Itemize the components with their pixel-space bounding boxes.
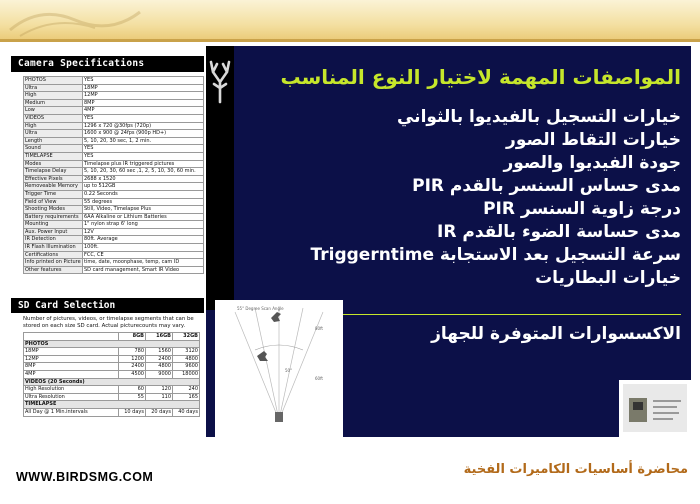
spec-value: 100ft. [83,244,204,252]
slide-content [241,64,681,290]
sd-cell: 55 [119,393,146,401]
spec-row [24,251,204,259]
spec-row [24,259,204,267]
accessory-image [623,384,687,432]
sd-cell: 10 days [119,408,146,416]
sd-row-label: 12MP [24,355,119,363]
spec-label: Shooting Modes [24,206,83,214]
sd-cell: 1560 [146,348,173,356]
spec-row [24,206,204,214]
sd-cell: 9600 [173,363,200,371]
sd-row-label: All Day @ 1 Min.intervals [24,408,119,416]
sd-cell: 110 [146,393,173,401]
spec-label: Trigger Time [24,190,83,198]
sd-section-row [24,340,200,348]
camera-specs-title: Camera Specifications [11,56,204,72]
sd-row [24,348,200,356]
spec-row [24,221,204,229]
diagram-label: 50° [285,368,293,373]
spec-row [24,190,204,198]
spec-label: Ultra [24,84,83,92]
sd-row [24,355,200,363]
sd-cell: 2400 [119,363,146,371]
sd-section-label: VIDEOS (20 Seconds) [24,378,200,386]
sd-row-label: 4MP [24,370,119,378]
spec-label: Sound [24,145,83,153]
diagram-label: 55° Degree Scan Angle [237,306,284,311]
accessories-heading: الاكسسوارات المتوفرة للجهاز [431,324,681,344]
spec-row [24,107,204,115]
sd-cell: 2400 [146,355,173,363]
sd-row [24,393,200,401]
spec-value: 1600 x 900 @ 24fps (900p HD+) [83,130,204,138]
spec-value: FCC, CE [83,251,204,259]
spec-value: 8MP [83,99,204,107]
spec-label: Modes [24,160,83,168]
spec-value: 5, 10, 20, 30, 60 sec ,1, 2, 5, 10, 30, 60 min. [83,168,204,176]
accessory-thumbnail [619,380,691,437]
sd-cell: 9000 [146,370,173,378]
sd-cell: 4500 [119,370,146,378]
spec-value: Timelapse plus IR triggered pictures [83,160,204,168]
spec-row [24,114,204,122]
spec-label: Field of View [24,198,83,206]
spec-value: SD card management, Smart IR Video [83,266,204,274]
spec-value: YES [83,152,204,160]
slide-title: المواصفات المهمة لاختيار النوع المناسب [280,65,681,89]
spec-label: Length [24,137,83,145]
sd-row [24,386,200,394]
sd-cell: 20 days [146,408,173,416]
sd-cell: 3120 [173,348,200,356]
watermark-logo-icon [0,0,150,40]
spec-row [24,213,204,221]
sd-cell: 18000 [173,370,200,378]
diagram-label: 60ft [315,376,323,381]
sd-row-label: 8MP [24,363,119,371]
sd-row [24,370,200,378]
spec-value: YES [83,145,204,153]
scan-angle-diagram [215,300,343,437]
spec-label: Other features [24,266,83,274]
top-banner [0,0,700,42]
spec-value: 12V [83,228,204,236]
spec-row [24,175,204,183]
spec-label: TIMELAPSE [24,152,83,160]
banner-stripe [0,39,700,42]
sd-cell: 1200 [119,355,146,363]
sd-row-label: 18MP [24,348,119,356]
sd-card-table [23,332,200,417]
sd-section-row [24,401,200,409]
spec-value: 1296 x 720 @30fps (720p) [83,122,204,130]
sd-cell: 240 [173,386,200,394]
spec-label: High [24,122,83,130]
bullet-item: درجة زاوية السنسر PIR [483,199,681,219]
sd-row [24,408,200,416]
sd-row-label: Ultra Resolution [24,393,119,401]
spec-row [24,99,204,107]
spec-label: Ultra [24,130,83,138]
camera-specs-table [23,76,204,274]
sd-cell: 120 [146,386,173,394]
sd-card-intro: Number of pictures, videos, or timelapse segments that can be stored on each size SD card. Actual picturecounts may vary. [23,316,194,329]
sd-cell: 4800 [173,355,200,363]
spec-label: Low [24,107,83,115]
bullet-item: خيارات التقاط الصور [506,130,681,150]
spec-value: 2688 x 1520 [83,175,204,183]
spec-label: Timelapse Delay [24,168,83,176]
spec-label: Medium [24,99,83,107]
spec-row [24,77,204,85]
bullet-item: خيارات التسجيل بالفيديوا بالثواني [396,107,681,127]
bullet-item: سرعة التسجيل بعد الاستجابة Triggerntime [310,245,681,265]
spec-label: Battery requirements [24,213,83,221]
spec-label: Certifications [24,251,83,259]
spec-sheet-panel [9,46,206,437]
scan-angle-icon [215,300,343,437]
spec-value: 0.22 Seconds [83,190,204,198]
sd-cell: 60 [119,386,146,394]
spec-value: 5, 10, 20, 30 sec, 1, 2 min. [83,137,204,145]
spec-value: 18MP [83,84,204,92]
spec-value: time, date, moonphase, temp, cam ID [83,259,204,267]
buck-antler-logo-icon [208,58,232,106]
spec-label: PHOTOS [24,77,83,85]
spec-label: IR Flash Illumination [24,244,83,252]
lecture-title: محاضرة أساسيات الكاميرات الفخية [463,462,688,477]
spec-value: Still, Video, Timelapse Plus [83,206,204,214]
spec-row [24,266,204,274]
diagram-label: 80ft [315,326,323,331]
spec-label: IR Detection [24,236,83,244]
camera-accessory-icon [623,384,687,432]
spec-label: Effective Pixels [24,175,83,183]
spec-row [24,228,204,236]
sd-column-header: 16GB [146,333,173,341]
spec-row [24,137,204,145]
sd-cell: 165 [173,393,200,401]
spec-label: High [24,92,83,100]
spec-value: 6AA Alkaline or Lithium Batteries [83,213,204,221]
bullet-item: جودة الفيديوا والصور [503,153,681,173]
spec-row [24,145,204,153]
spec-row [24,92,204,100]
bullet-item: مدى حساسة الضوء بالقدم IR [437,222,681,242]
sd-row [24,363,200,371]
spec-row [24,122,204,130]
spec-label: Info printed on Picture [25,259,81,266]
spec-row [24,198,204,206]
sd-cell: 780 [119,348,146,356]
spec-row [24,130,204,138]
spec-value: 55 degrees [83,198,204,206]
spec-value: 4MP [83,107,204,115]
spec-row [24,152,204,160]
slide [9,46,691,437]
spec-label: Removeable Memory [24,183,83,191]
spec-label: Mounting [24,221,83,229]
sd-row-label: High Resolution [24,386,119,394]
spec-label: VIDEOS [24,114,83,122]
sd-section-label: PHOTOS [24,340,200,348]
sd-cell: 40 days [173,408,200,416]
bullet-item: مدى حساس السنسر بالقدم PIR [412,176,681,196]
spec-row [24,160,204,168]
spec-row [24,84,204,92]
sd-cell: 4800 [146,363,173,371]
spec-row [24,236,204,244]
sd-section-row [24,378,200,386]
sd-column-header: 8GB [119,333,146,341]
bullet-item: خيارات البطاريات [535,268,681,288]
website-link[interactable]: WWW.BIRDSMG.COM [16,470,154,484]
sd-header-blank [24,333,119,341]
spec-value: YES [83,114,204,122]
spec-value: 80ft. Average [83,236,204,244]
sd-header-row [24,333,200,341]
sd-card-title: SD Card Selection [11,298,204,313]
spec-value: 12MP [83,92,204,100]
spec-value: YES [83,77,204,85]
spec-row [24,183,204,191]
spec-label: Aux. Power Input [24,228,83,236]
spec-row [24,168,204,176]
sd-section-label: TIMELAPSE [24,401,200,409]
spec-value: 1" nylon strap 6' long [83,221,204,229]
spec-value: up to 512GB [83,183,204,191]
spec-row [24,244,204,252]
sd-column-header: 32GB [173,333,200,341]
